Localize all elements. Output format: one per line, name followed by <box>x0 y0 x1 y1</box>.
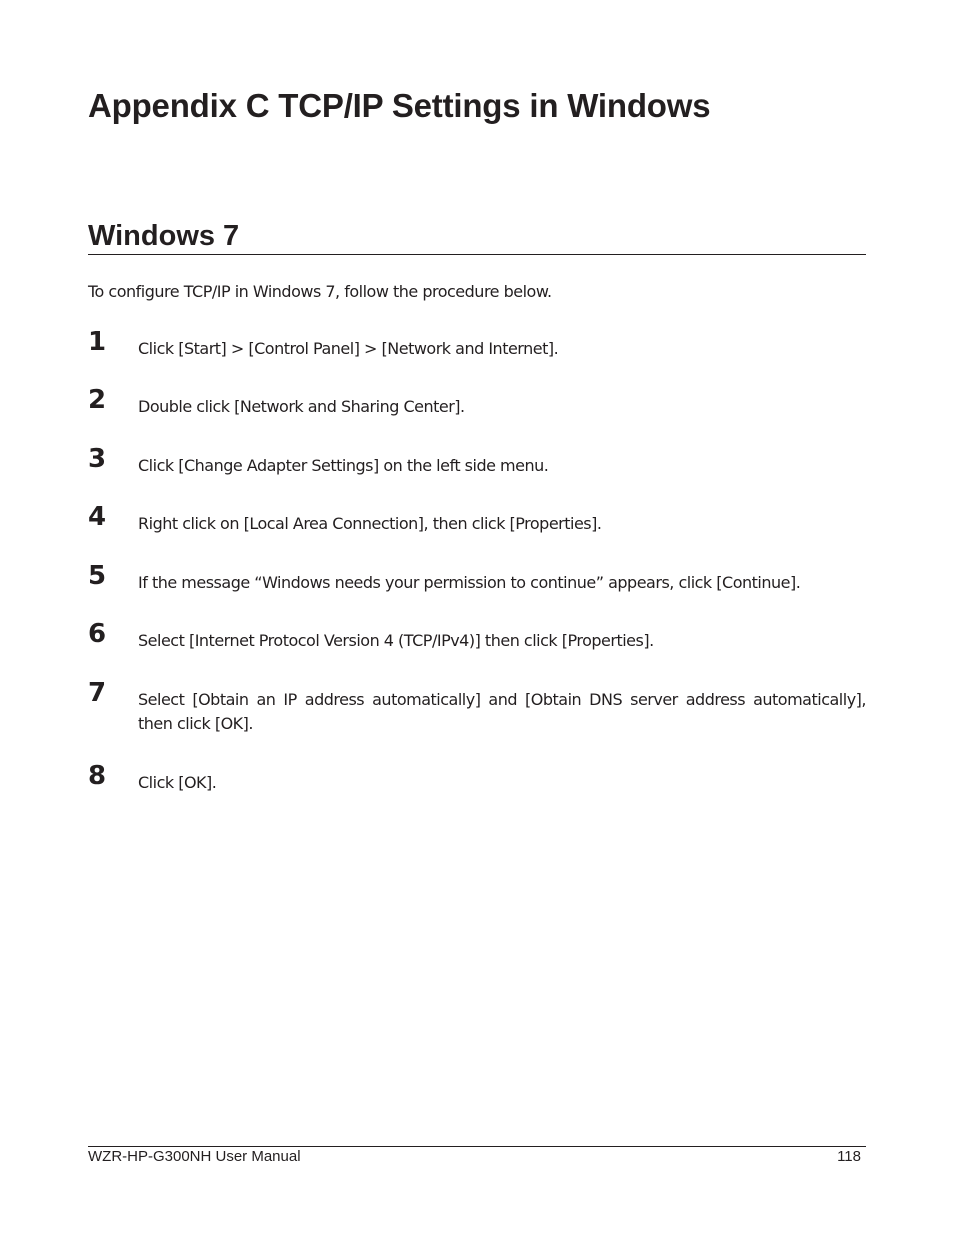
footer-divider <box>88 1146 866 1147</box>
step-number: 1 <box>88 327 107 357</box>
step-number: 2 <box>88 385 107 415</box>
step-text: Click [OK]. <box>138 773 217 792</box>
intro-paragraph: To configure TCP/IP in Windows 7, follow the procedure below. <box>88 282 552 301</box>
step-number: 7 <box>88 678 107 708</box>
step-text: Select [Internet Protocol Version 4 (TCP/IPv4)] then click [Properties]. <box>138 631 654 650</box>
footer-manual-name: WZR-HP-G300NH User Manual <box>88 1148 301 1165</box>
step-number: 4 <box>88 502 107 532</box>
step-text: Click [Change Adapter Settings] on the left side menu. <box>138 456 549 475</box>
footer-page-number: 118 <box>837 1148 861 1165</box>
step-number: 8 <box>88 761 107 791</box>
step-number: 3 <box>88 444 107 474</box>
step-text: If the message “Windows needs your permission to continue” appears, click [Continue]. <box>138 573 801 592</box>
step-text: Double click [Network and Sharing Center]. <box>138 397 465 416</box>
section-heading: Windows 7 <box>88 220 240 252</box>
step-number: 5 <box>88 561 107 591</box>
step-number: 6 <box>88 619 107 649</box>
page-title: Appendix C TCP/IP Settings in Windows <box>88 87 711 124</box>
step-text: Click [Start] > [Control Panel] > [Network and Internet]. <box>138 339 559 358</box>
step-text: Select [Obtain an IP address automatically] and [Obtain DNS server address automatically], then click [OK]. <box>138 690 866 733</box>
step-text: Right click on [Local Area Connection], then click [Properties]. <box>138 514 602 533</box>
section-divider <box>88 254 866 255</box>
